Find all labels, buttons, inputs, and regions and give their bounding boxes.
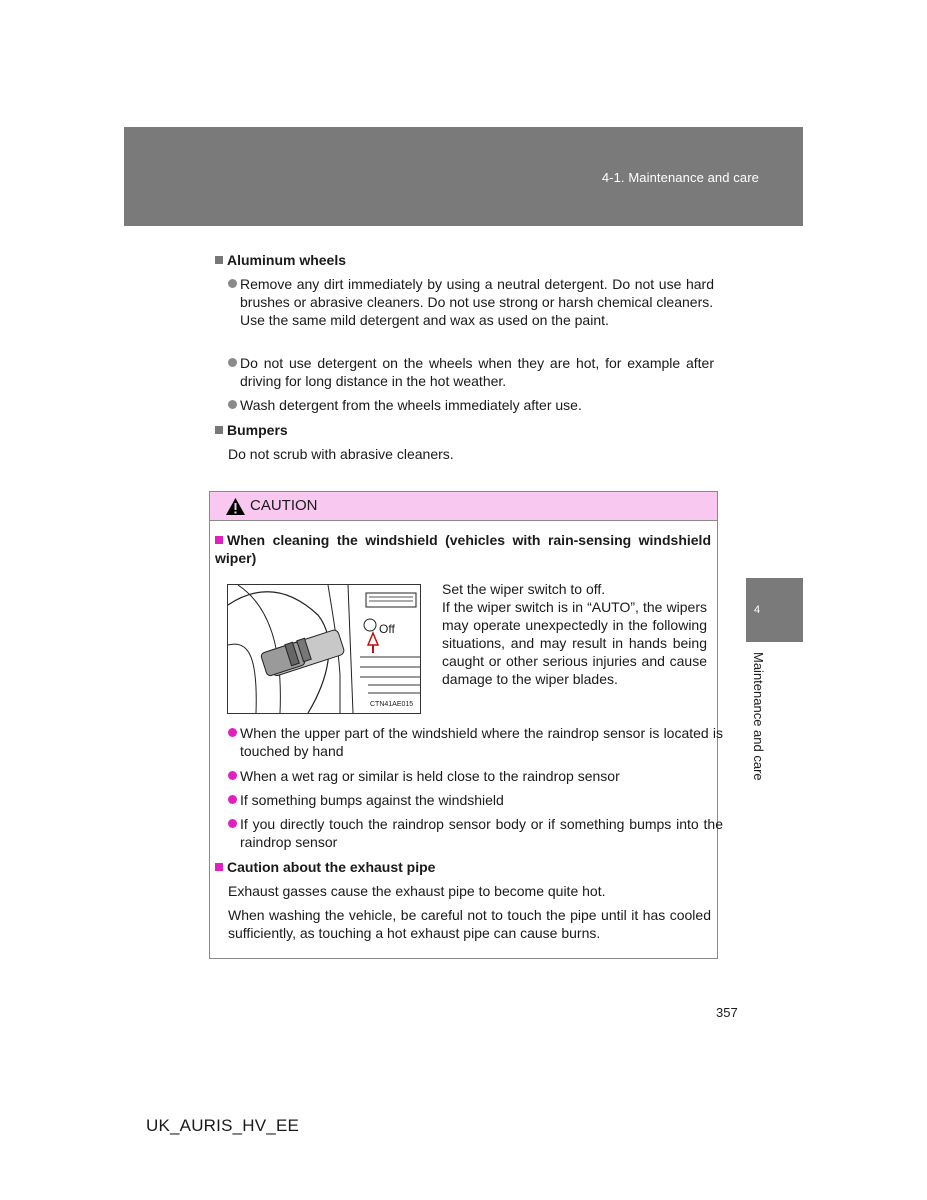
chapter-number: 4 bbox=[754, 604, 761, 616]
round-bullet-icon bbox=[228, 728, 237, 737]
footer-code: UK_AURIS_HV_EE bbox=[146, 1116, 300, 1135]
caution-bullet-1: When the upper part of the windshield where the raindrop sensor is located is touched by hand bbox=[228, 724, 723, 760]
square-bullet-icon bbox=[215, 536, 223, 544]
figure-caption: Set the wiper switch to off. If the wiper switch is in “AUTO”, the wipers may operate unexpectedly in the following situations, and may result in hands being caught or other serious injuries and cause damage to the wiper blades. bbox=[442, 581, 707, 687]
aluminum-extra: Use the same mild detergent and wax as used on the paint. bbox=[240, 312, 609, 328]
exhaust-heading: Caution about the exhaust pipe bbox=[215, 858, 435, 876]
exhaust-text-1: Exhaust gasses cause the exhaust pipe to become quite hot. bbox=[228, 883, 606, 899]
bumpers-text: Do not scrub with abrasive cleaners. bbox=[228, 446, 454, 462]
off-label: Off bbox=[379, 622, 395, 636]
bumpers-heading: Bumpers bbox=[215, 421, 288, 439]
figure-code: CTN41AE015 bbox=[370, 701, 414, 708]
aluminum-bullet-2: Do not use detergent on the wheels when they are hot, for example after driving for long distance in the hot weather. bbox=[228, 354, 714, 390]
wiper-switch-drawing bbox=[228, 585, 420, 713]
chapter-label: Maintenance and care bbox=[751, 652, 766, 781]
chapter-tab bbox=[746, 578, 803, 642]
caution-bullet-2: When a wet rag or similar is held close to the raindrop sensor bbox=[228, 767, 723, 785]
aluminum-bullet-3: Wash detergent from the wheels immediately after use. bbox=[228, 396, 714, 414]
round-bullet-icon bbox=[228, 400, 237, 409]
page-number: 357 bbox=[716, 1005, 738, 1020]
round-bullet-icon bbox=[228, 795, 237, 804]
wiper-switch-illustration bbox=[227, 584, 421, 714]
warning-icon bbox=[225, 497, 246, 516]
square-bullet-icon bbox=[215, 256, 223, 264]
round-bullet-icon bbox=[228, 279, 237, 288]
caution-title: CAUTION bbox=[250, 497, 318, 514]
header-band bbox=[124, 127, 803, 226]
caution-bullet-4: If you directly touch the raindrop sensor body or if something bumps into the raindrop sensor bbox=[228, 815, 723, 851]
windshield-heading: When cleaning the windshield (vehicles with rain-sensing windshield wiper) bbox=[215, 532, 711, 566]
aluminum-heading: Aluminum wheels bbox=[215, 251, 346, 269]
caution-header bbox=[210, 492, 717, 521]
round-bullet-icon bbox=[228, 819, 237, 828]
section-title: 4-1. Maintenance and care bbox=[601, 170, 759, 185]
square-bullet-icon bbox=[215, 426, 223, 434]
aluminum-bullet-1: Remove any dirt immediately by using a neutral detergent. Do not use hard brushes or abrasive cleaners. Do not use strong or harsh chemical cleaners. Use the same mild detergent and wax as used on the paint. bbox=[228, 275, 714, 329]
caution-bullet-3: If something bumps against the windshield bbox=[228, 791, 723, 809]
round-bullet-icon bbox=[228, 358, 237, 367]
square-bullet-icon bbox=[215, 863, 223, 871]
exhaust-text-2: When washing the vehicle, be careful not to touch the pipe until it has cooled sufficiently, as touching a hot exhaust pipe can cause burns. bbox=[228, 907, 711, 941]
round-bullet-icon bbox=[228, 771, 237, 780]
